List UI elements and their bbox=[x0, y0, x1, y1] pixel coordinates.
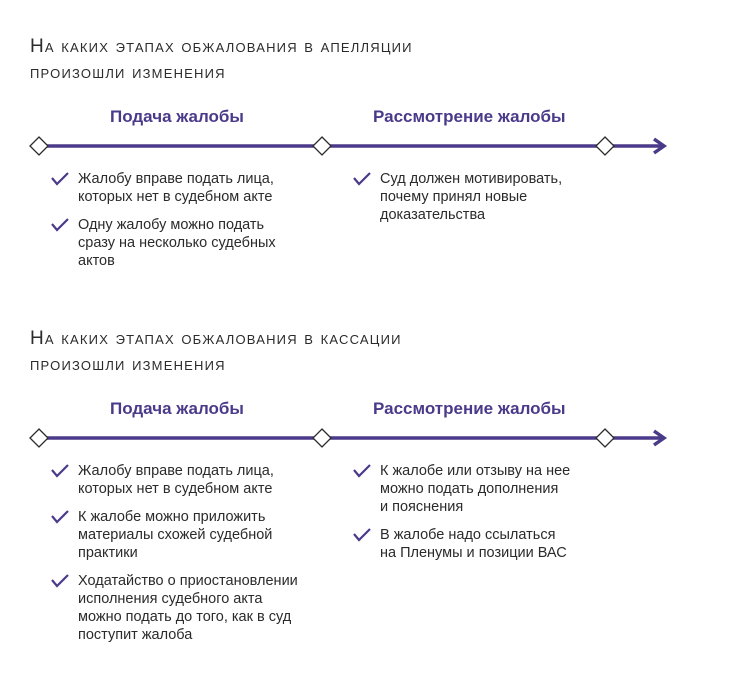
check-icon bbox=[50, 218, 70, 232]
item-text: К жалобе или отзыву на нее можно подать дополнения и пояснения bbox=[380, 463, 571, 515]
check-icon bbox=[50, 172, 70, 186]
list-item bbox=[352, 462, 570, 516]
diamond-node-icon bbox=[313, 137, 331, 155]
item-text: К жалобе можно приложить материалы схожей судебной практики bbox=[78, 509, 273, 561]
timeline bbox=[0, 420, 700, 456]
diamond-node-icon bbox=[30, 137, 48, 155]
review-changes-list bbox=[352, 170, 562, 234]
item-text: Одну жалобу можно подать сразу на несколько судебных актов bbox=[78, 217, 276, 269]
heading-line: На каких этапах обжалования в кассации bbox=[30, 328, 402, 349]
check-icon bbox=[352, 172, 372, 186]
list-item bbox=[50, 216, 276, 270]
check-icon bbox=[352, 528, 372, 542]
check-icon bbox=[50, 510, 70, 524]
item-text: Жалобу вправе подать лица, которых нет в судебном акте bbox=[78, 171, 274, 205]
diamond-node-icon bbox=[313, 429, 331, 447]
stage-label-filing: Подача жалобы bbox=[110, 399, 244, 418]
heading-line: На каких этапах обжалования в апелляции bbox=[30, 36, 413, 57]
diamond-node-icon bbox=[596, 429, 614, 447]
item-text: Суд должен мотивировать, почему принял новые доказательства bbox=[380, 171, 563, 223]
item-text: В жалобе надо ссылаться на Пленумы и позиции ВАС bbox=[380, 527, 567, 561]
item-text: Ходатайство о приостановлении исполнения судебного акта можно подать до того, как в суд поступит жалоба bbox=[78, 573, 298, 643]
filing-changes-list bbox=[50, 462, 298, 654]
list-item bbox=[352, 526, 570, 562]
item-text: Жалобу вправе подать лица, которых нет в судебном акте bbox=[78, 463, 274, 497]
section-heading bbox=[30, 34, 413, 86]
filing-changes-list bbox=[50, 170, 276, 280]
stage-label-review: Рассмотрение жалобы bbox=[373, 399, 566, 418]
heading-line: произошли изменения bbox=[30, 354, 226, 375]
diamond-node-icon bbox=[596, 137, 614, 155]
list-item bbox=[50, 170, 276, 206]
diamond-node-icon bbox=[30, 429, 48, 447]
stage-label-review: Рассмотрение жалобы bbox=[373, 107, 566, 126]
timeline bbox=[0, 128, 700, 164]
check-icon bbox=[50, 464, 70, 478]
review-changes-list bbox=[352, 462, 570, 572]
stage-label-filing: Подача жалобы bbox=[110, 107, 244, 126]
section-heading bbox=[30, 326, 402, 378]
heading-line: произошли изменения bbox=[30, 62, 226, 83]
check-icon bbox=[50, 574, 70, 588]
list-item bbox=[352, 170, 562, 224]
check-icon bbox=[352, 464, 372, 478]
list-item bbox=[50, 508, 298, 562]
list-item bbox=[50, 572, 298, 644]
list-item bbox=[50, 462, 298, 498]
